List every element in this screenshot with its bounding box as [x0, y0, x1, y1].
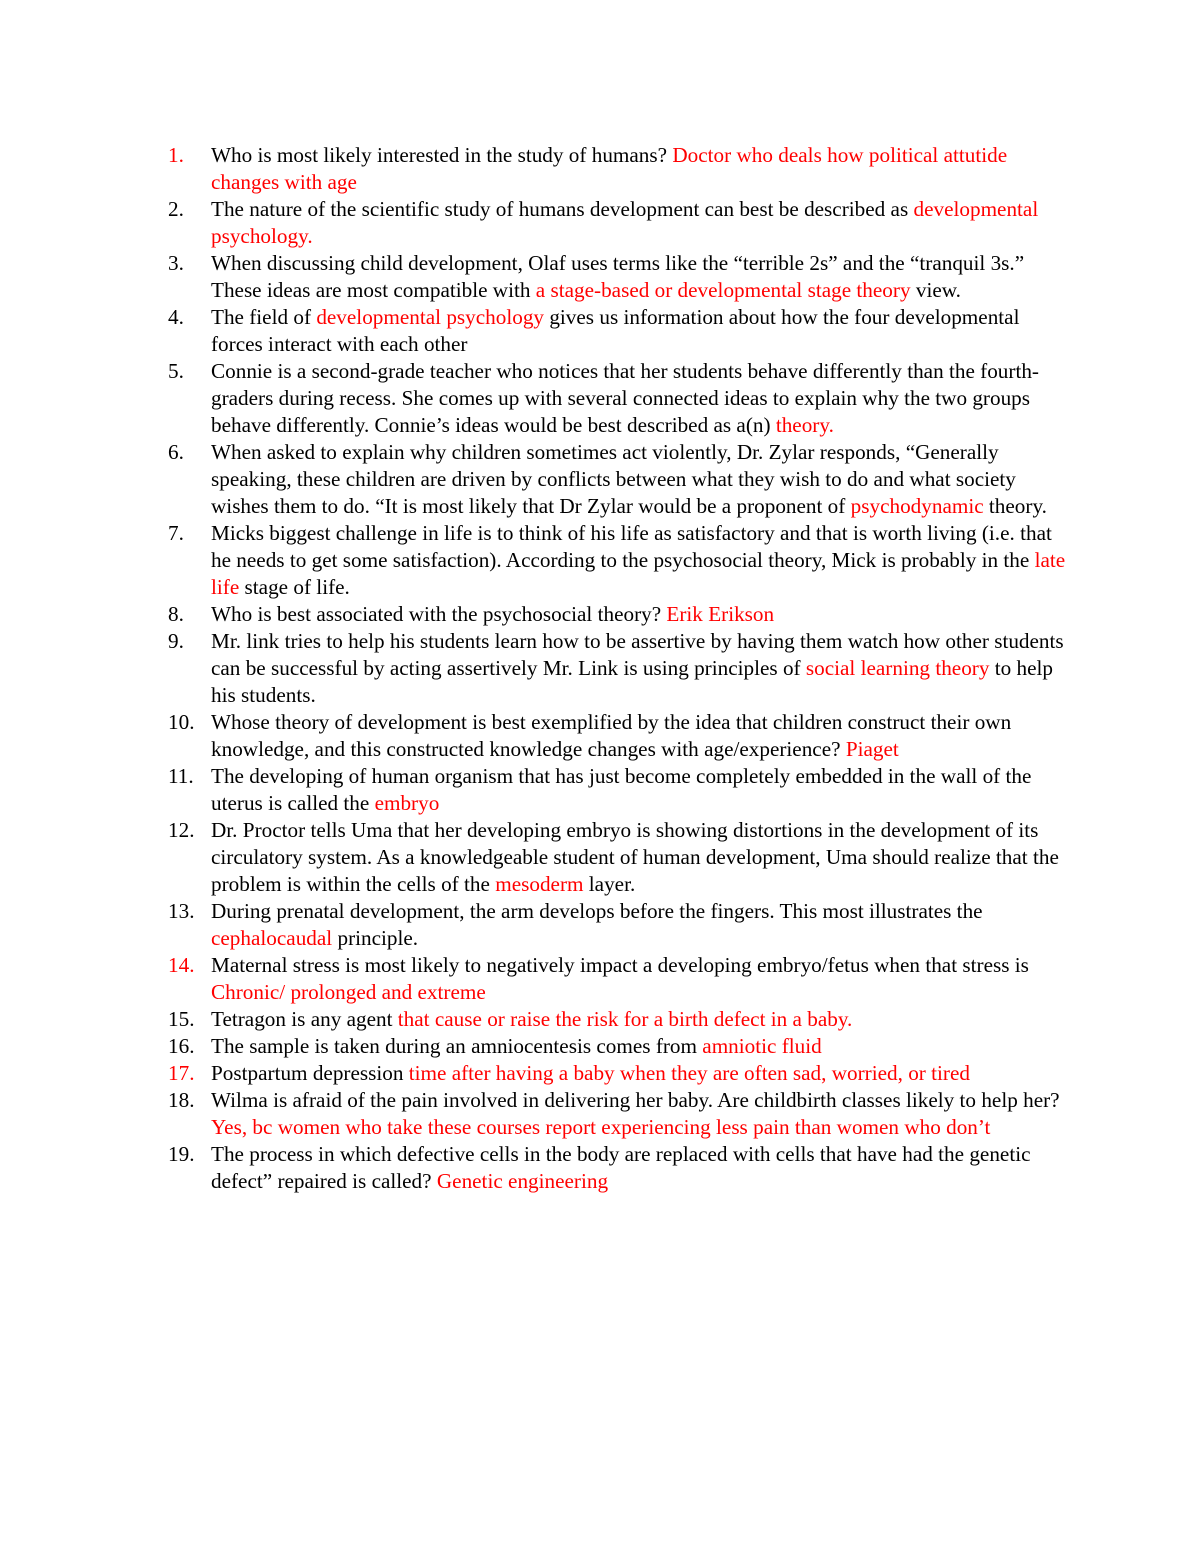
question-text: to help his students.	[211, 656, 1054, 707]
question-number: 7.	[168, 521, 184, 545]
question-item	[168, 763, 1068, 817]
question-text: view.	[910, 278, 961, 302]
question-number: 1.	[168, 143, 184, 167]
answer-text: Genetic engineering	[436, 1169, 609, 1193]
question-item	[168, 601, 1068, 628]
question-item	[168, 898, 1068, 952]
question-text: principle.	[332, 926, 419, 950]
question-text: Wilma is afraid of the pain involved in delivering her baby. Are childbirth classes likely to help her?	[211, 1088, 1060, 1112]
question-item	[168, 628, 1068, 709]
question-number: 9.	[168, 629, 184, 653]
question-number: 4.	[168, 305, 184, 329]
question-item	[168, 952, 1068, 1006]
question-text: When asked to explain why children sometimes act violently, Dr. Zylar responds, “Generally speaking, these children are driven by conflicts between what they wish to do and what society wishes them to do. “It is most likely that Dr Zylar would be a proponent of	[211, 440, 1016, 518]
question-text: The sample is taken during an amniocentesis comes from	[211, 1034, 703, 1058]
question-number: 10.	[168, 710, 195, 734]
question-text: The developing of human organism that has just become completely embedded in the wall of the uterus is called the	[211, 764, 1032, 815]
answer-text: late life	[211, 548, 1066, 599]
answer-text: amniotic fluid	[702, 1034, 822, 1058]
answer-text: Erik Erikson	[666, 602, 775, 626]
answer-text: mesoderm	[495, 872, 584, 896]
question-text: The process in which defective cells in the body are replaced with cells that have had the genetic defect” repaired is called?	[211, 1142, 1031, 1193]
question-text: theory.	[983, 494, 1047, 518]
question-number: 13.	[168, 899, 195, 923]
question-item	[168, 1087, 1068, 1141]
answer-text: psychodynamic	[850, 494, 984, 518]
question-number: 19.	[168, 1142, 195, 1166]
question-item	[168, 1033, 1068, 1060]
question-item	[168, 520, 1068, 601]
question-number: 6.	[168, 440, 184, 464]
question-item	[168, 1060, 1068, 1087]
question-item	[168, 1141, 1068, 1195]
question-item	[168, 1006, 1068, 1033]
question-text: Whose theory of development is best exemplified by the idea that children construct their own knowledge, and this constructed knowledge changes with age/experience?	[211, 710, 1012, 761]
answer-text: a stage-based or developmental stage theory	[535, 278, 911, 302]
question-text: Tetragon is any agent	[211, 1007, 398, 1031]
question-text: Connie is a second-grade teacher who notices that her students behave differently than the fourth- graders during recess. She comes up with several connected ideas to explain why the two groups behave differently. Connie’s ideas would be best described as a(n)	[211, 359, 1039, 437]
answer-text: social learning theory	[805, 656, 990, 680]
question-number: 14.	[168, 953, 195, 977]
answer-text: time after having a baby when they are often sad, worried, or tired	[408, 1061, 970, 1085]
question-text: When discussing child development, Olaf uses terms like the “terrible 2s” and the “tranquil 3s.” These ideas are most compatible with	[211, 251, 1025, 302]
question-item	[168, 142, 1068, 196]
answer-text: theory.	[775, 413, 834, 437]
answer-text: that cause or raise the risk for a birth defect in a baby.	[397, 1007, 853, 1031]
question-number: 5.	[168, 359, 184, 383]
question-item	[168, 196, 1068, 250]
answer-text: Yes, bc women who take these courses report experiencing less pain than women who don’t	[211, 1115, 991, 1139]
question-text: layer.	[583, 872, 636, 896]
question-text: Who is most likely interested in the study of humans?	[211, 143, 673, 167]
answer-text: Piaget	[845, 737, 899, 761]
question-item	[168, 304, 1068, 358]
answer-text: Chronic/ prolonged and extreme	[211, 980, 486, 1004]
question-item	[168, 817, 1068, 898]
question-text: stage of life.	[239, 575, 350, 599]
question-text: Micks biggest challenge in life is to think of his life as satisfactory and that is worth living (i.e. that he needs to get some satisfaction). According to the psychosocial theory, Mick is probably in the	[211, 521, 1052, 572]
question-number: 3.	[168, 251, 184, 275]
question-item	[168, 439, 1068, 520]
question-text: The nature of the scientific study of humans development can best be described as	[211, 197, 914, 221]
question-text: Mr. link tries to help his students learn how to be assertive by having them watch how other students can be successful by acting assertively Mr. Link is using principles of	[211, 629, 1064, 680]
question-text: During prenatal development, the arm develops before the fingers. This most illustrates the	[211, 899, 983, 923]
question-text: Dr. Proctor tells Uma that her developing embryo is showing distortions in the development of its circulatory system. As a knowledgeable student of human development, Uma should realize that the problem is within the cells of the	[211, 818, 1059, 896]
question-text: Who is best associated with the psychosocial theory?	[211, 602, 667, 626]
question-item	[168, 358, 1068, 439]
answer-text: cephalocaudal	[211, 926, 333, 950]
answer-text: embryo	[374, 791, 440, 815]
answer-text: developmental psychology.	[211, 197, 1039, 248]
question-text: gives us information about how the four developmental forces interact with each other	[211, 305, 1020, 356]
question-item	[168, 709, 1068, 763]
question-text: Maternal stress is most likely to negatively impact a developing embryo/fetus when that stress is	[211, 953, 1029, 977]
question-number: 2.	[168, 197, 184, 221]
question-number: 18.	[168, 1088, 195, 1112]
question-text: The field of	[211, 305, 317, 329]
answer-text: developmental psychology	[316, 305, 545, 329]
question-item	[168, 250, 1068, 304]
question-list	[168, 142, 1068, 1195]
question-number: 11.	[168, 764, 194, 788]
question-text: Postpartum depression	[211, 1061, 409, 1085]
question-number: 17.	[168, 1061, 195, 1085]
question-number: 8.	[168, 602, 184, 626]
question-number: 15.	[168, 1007, 195, 1031]
answer-text: Doctor who deals how political attutide changes with age	[211, 143, 1008, 194]
question-number: 16.	[168, 1034, 195, 1058]
question-number: 12.	[168, 818, 195, 842]
